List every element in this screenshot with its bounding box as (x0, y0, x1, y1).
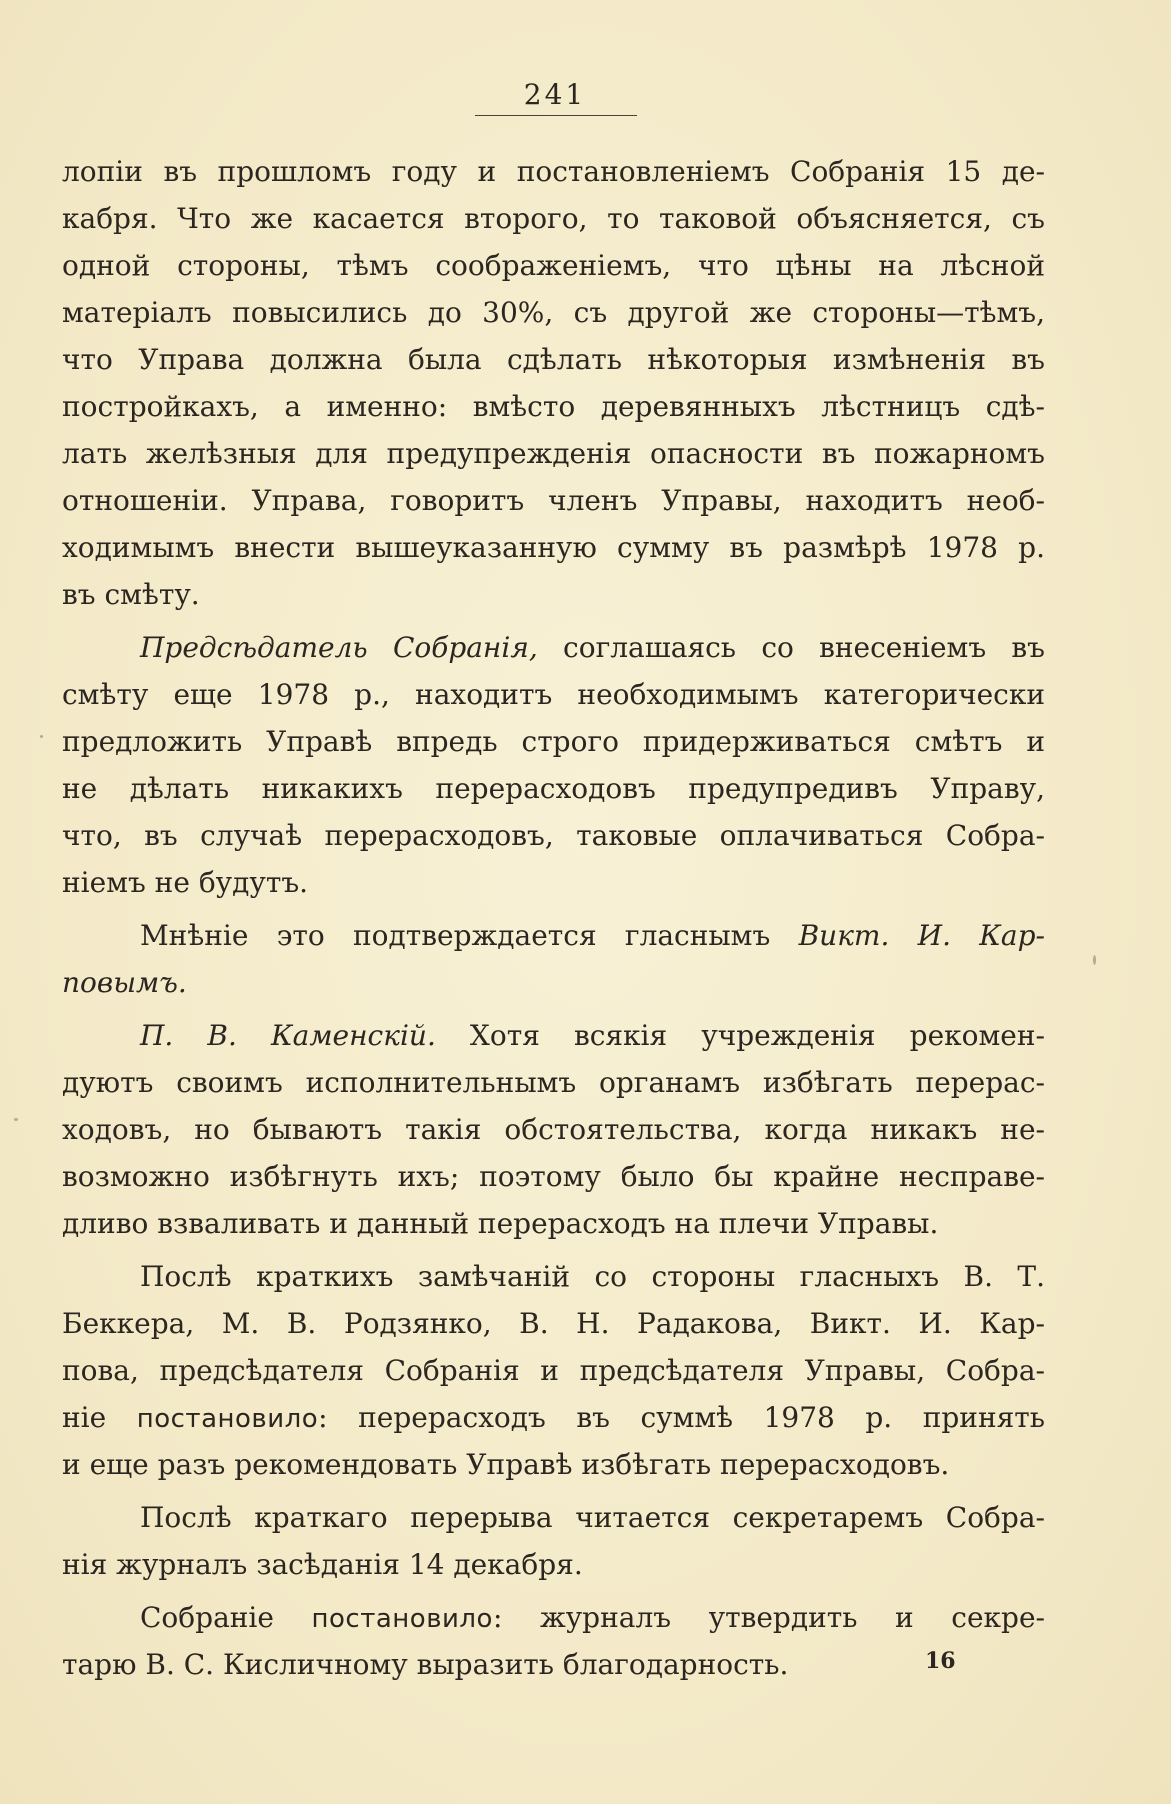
text-line: повымъ. (62, 966, 187, 999)
paper-speck (40, 735, 43, 738)
text-line: кабря. Что же касается второго, то таковой объясняется, съ (62, 202, 1045, 235)
text-line: постройкахъ, а именно: вмѣсто деревянныхъ лѣстницъ сдѣ- (62, 390, 1045, 423)
paper-speck (1093, 955, 1096, 965)
text-line (62, 1594, 1045, 1641)
text-line: Послѣ краткаго перерыва читается секретаремъ Собра- (140, 1501, 1045, 1534)
text-line: возможно избѣгнуть ихъ; поэтому было бы крайне несправе- (62, 1160, 1045, 1193)
text-line: и еще разъ рекомендовать Управѣ избѣгать перерасходовъ. (62, 1448, 950, 1481)
body-text (62, 148, 1045, 1688)
text-line: ходимымъ внести вышеуказанную сумму въ размѣрѣ 1978 р. (62, 531, 1045, 564)
speaker-name: Викт. И. Кар- (798, 919, 1046, 952)
text-line: не дѣлать никакихъ перерасходовъ предупредивъ Управу, (62, 772, 1045, 805)
resolution-keyword: постановило (136, 1404, 319, 1434)
speaker-name: П. В. Каменскій. (140, 1019, 436, 1052)
signature-mark: 16 (925, 1648, 956, 1674)
text-line: лать желѣзныя для предупрежденія опасности въ пожарномъ (62, 437, 1045, 470)
resolution-keyword: постановило (311, 1604, 493, 1634)
text-span: Хотя всякія учрежденія рекомен- (435, 1019, 1045, 1052)
text-span: Мнѣніе это подтверждается гласнымъ (140, 919, 799, 952)
text-line: смѣту еще 1978 р., находитъ необходимымъ категорически (62, 678, 1045, 711)
text-line: Беккера, М. В. Родзянко, В. Н. Радакова, Викт. И. Кар- (62, 1307, 1045, 1340)
text-line: что Управа должна была сдѣлать нѣкоторыя измѣненія въ (62, 343, 1045, 376)
text-span: ніе (62, 1401, 137, 1434)
header-rule (475, 115, 637, 116)
text-line (62, 624, 1045, 671)
text-line: тарю В. С. Кисличному выразить благодарность. (62, 1648, 789, 1681)
text-line: лопіи въ прошломъ году и постановленіемъ Собранія 15 де- (62, 155, 1045, 188)
text-span: : журналъ утвердить и секре- (492, 1601, 1045, 1634)
text-line: дуютъ своимъ исполнительнымъ органамъ избѣгать перерас- (62, 1066, 1045, 1099)
text-line: дливо взваливать и данный перерасходъ на плечи Управы. (62, 1207, 939, 1240)
text-span: : перерасходъ въ суммѣ 1978 р. принять (318, 1401, 1045, 1434)
text-span: Собраніе (140, 1601, 312, 1634)
text-line: отношеніи. Управа, говоритъ членъ Управы, находитъ необ- (62, 484, 1045, 517)
speaker-name: Предсѣдатель Собранія, (140, 631, 538, 664)
paper-speck (14, 1118, 18, 1121)
text-line: въ смѣту. (62, 578, 200, 611)
text-span: соглашаясь со внесеніемъ въ (537, 631, 1045, 664)
text-line: нія журналъ засѣданія 14 декабря. (62, 1548, 583, 1581)
text-line (62, 1012, 1045, 1059)
page-number: 241 (523, 78, 587, 111)
text-line: ходовъ, но бываютъ такія обстоятельства, когда никакъ не- (62, 1113, 1045, 1146)
text-line: Послѣ краткихъ замѣчаній со стороны гласныхъ В. Т. (140, 1260, 1045, 1293)
text-line: что, въ случаѣ перерасходовъ, таковые оплачиваться Собра- (62, 819, 1045, 852)
text-line: ніемъ не будутъ. (62, 866, 309, 899)
text-line: одной стороны, тѣмъ соображеніемъ, что цѣны на лѣсной (62, 249, 1045, 282)
text-line (62, 912, 1045, 959)
text-line: пова, предсѣдателя Собранія и предсѣдателя Управы, Собра- (62, 1354, 1045, 1387)
text-line: предложить Управѣ впредь строго придерживаться смѣтъ и (62, 725, 1045, 758)
text-line: матеріалъ повысились до 30%, съ другой же стороны—тѣмъ, (62, 296, 1045, 329)
text-line (62, 1394, 1045, 1441)
